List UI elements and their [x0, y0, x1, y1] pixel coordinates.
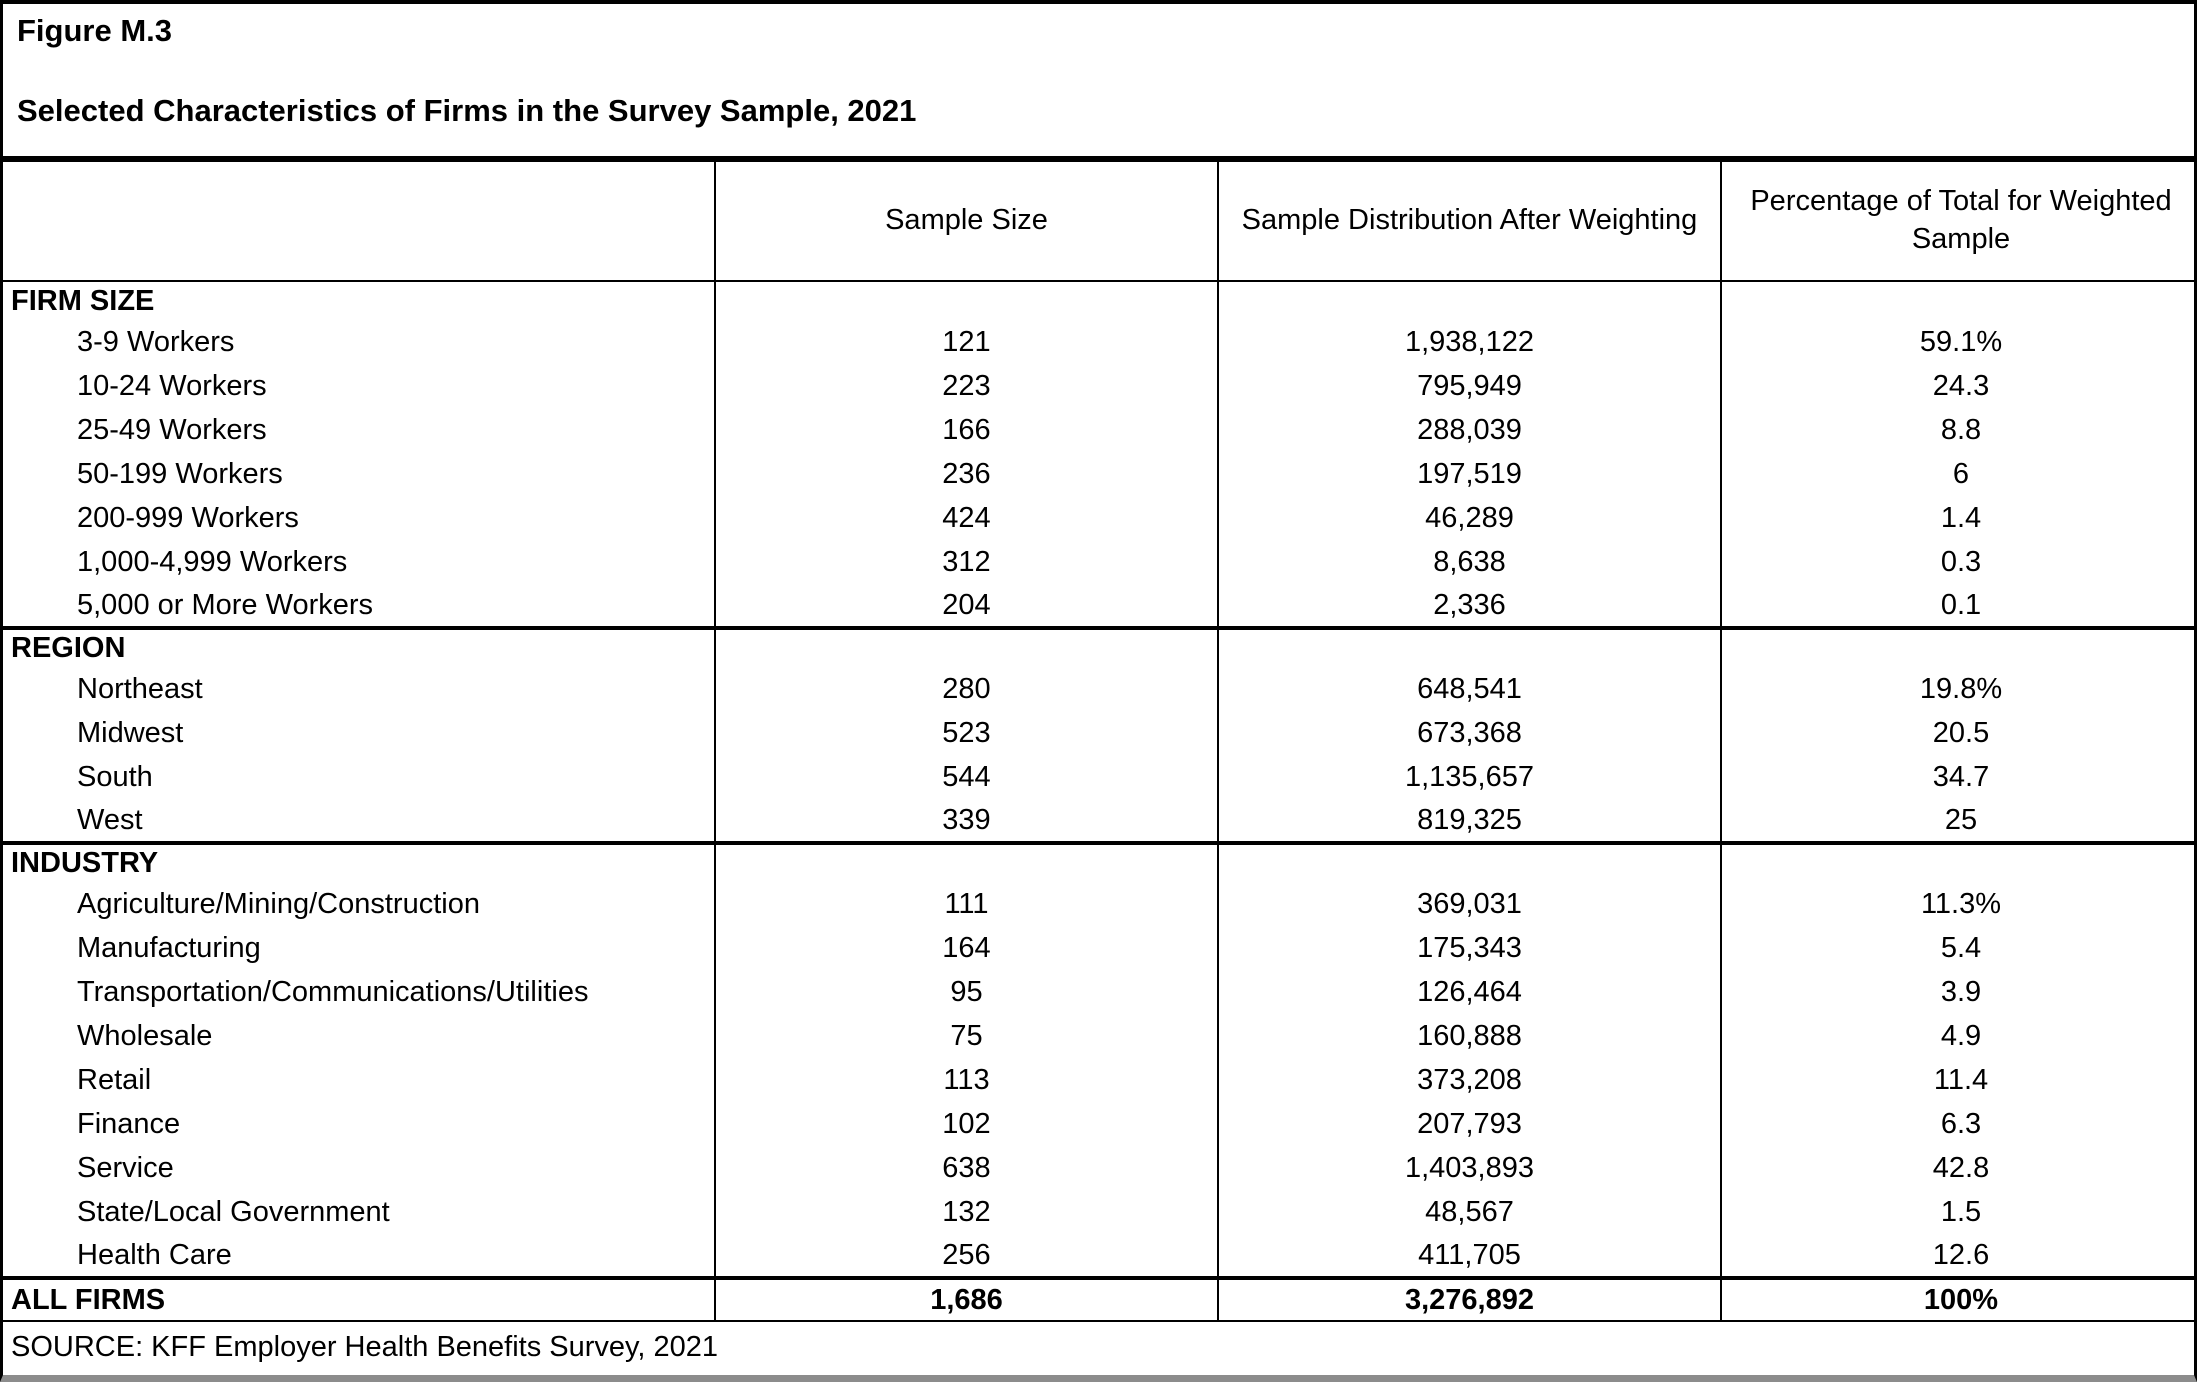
- weighted-percentage-value: 12.6: [1721, 1234, 2197, 1278]
- row-label: 3-9 Workers: [77, 325, 235, 358]
- col-header-sample-size: Sample Size: [715, 162, 1218, 281]
- weighted-distribution-value: 46,289: [1218, 496, 1721, 540]
- table-row: [3, 408, 2197, 452]
- table-row: [3, 1146, 2197, 1190]
- sample-size-value: 236: [715, 452, 1218, 496]
- table-row: [3, 1190, 2197, 1234]
- figure-label: Figure M.3: [17, 13, 173, 48]
- figure-title: Selected Characteristics of Firms in the Survey Sample, 2021: [17, 93, 917, 129]
- row-label: 10-24 Workers: [77, 369, 267, 402]
- total-sample-size: 1,686: [715, 1278, 1218, 1321]
- empty-cell: [715, 843, 1218, 882]
- all-firms-total-row: [3, 1278, 2197, 1321]
- sample-size-value: 132: [715, 1190, 1218, 1234]
- weighted-percentage-value: 20.5: [1721, 711, 2197, 755]
- weighted-percentage-value: 0.1: [1721, 584, 2197, 628]
- sample-size-value: 312: [715, 540, 1218, 584]
- table-row: [3, 496, 2197, 540]
- weighted-percentage-value: 8.8: [1721, 408, 2197, 452]
- col-header-weighted-percentage: Percentage of Total for Weighted Sample: [1721, 162, 2197, 281]
- weighted-percentage-value: 6.3: [1721, 1102, 2197, 1146]
- characteristics-table: [3, 162, 2197, 1322]
- table-header: [3, 162, 2197, 281]
- table-row: [3, 1058, 2197, 1102]
- sample-size-value: 121: [715, 320, 1218, 364]
- row-label: South: [77, 760, 153, 793]
- sample-size-value: 113: [715, 1058, 1218, 1102]
- weighted-distribution-value: 373,208: [1218, 1058, 1721, 1102]
- empty-cell: [1721, 843, 2197, 882]
- section-heading-row: [3, 281, 2197, 320]
- sample-size-value: 544: [715, 755, 1218, 799]
- table-row: [3, 1102, 2197, 1146]
- table-row: [3, 926, 2197, 970]
- table-row: [3, 755, 2197, 799]
- weighted-distribution-value: 819,325: [1218, 799, 1721, 843]
- weighted-percentage-value: 1.4: [1721, 496, 2197, 540]
- row-label: 200-999 Workers: [77, 501, 299, 534]
- weighted-percentage-value: 42.8: [1721, 1146, 2197, 1190]
- row-label: State/Local Government: [77, 1195, 390, 1228]
- weighted-distribution-value: 160,888: [1218, 1014, 1721, 1058]
- weighted-distribution-value: 175,343: [1218, 926, 1721, 970]
- empty-cell: [1218, 628, 1721, 667]
- row-label: Northeast: [77, 672, 203, 705]
- row-label: 1,000-4,999 Workers: [77, 545, 348, 578]
- table-row: [3, 882, 2197, 926]
- weighted-percentage-value: 5.4: [1721, 926, 2197, 970]
- row-label: West: [77, 803, 143, 836]
- row-label: Manufacturing: [77, 931, 261, 964]
- sample-size-value: 166: [715, 408, 1218, 452]
- sample-size-value: 339: [715, 799, 1218, 843]
- weighted-distribution-value: 207,793: [1218, 1102, 1721, 1146]
- weighted-distribution-value: 48,567: [1218, 1190, 1721, 1234]
- sample-size-value: 102: [715, 1102, 1218, 1146]
- weighted-percentage-value: 3.9: [1721, 970, 2197, 1014]
- table-row: [3, 1234, 2197, 1278]
- row-label: Service: [77, 1151, 174, 1184]
- table-row: [3, 799, 2197, 843]
- table-body: [3, 281, 2197, 1321]
- sample-size-value: 164: [715, 926, 1218, 970]
- weighted-percentage-value: 19.8%: [1721, 667, 2197, 711]
- weighted-distribution-value: 673,368: [1218, 711, 1721, 755]
- sample-size-value: 280: [715, 667, 1218, 711]
- row-label: Agriculture/Mining/Construction: [77, 887, 480, 920]
- empty-cell: [715, 281, 1218, 320]
- table-row: [3, 970, 2197, 1014]
- row-label: 50-199 Workers: [77, 457, 283, 490]
- sample-size-value: 204: [715, 584, 1218, 628]
- header-row: [3, 162, 2197, 281]
- sample-size-value: 424: [715, 496, 1218, 540]
- table-row: [3, 1014, 2197, 1058]
- weighted-distribution-value: 1,938,122: [1218, 320, 1721, 364]
- sample-size-value: 111: [715, 882, 1218, 926]
- weighted-distribution-value: 1,135,657: [1218, 755, 1721, 799]
- table-row: [3, 584, 2197, 628]
- section-heading-row: [3, 628, 2197, 667]
- sample-size-value: 223: [715, 364, 1218, 408]
- section-heading: REGION: [3, 628, 715, 667]
- empty-cell: [1218, 281, 1721, 320]
- section-heading: FIRM SIZE: [11, 284, 155, 317]
- weighted-percentage-value: 4.9: [1721, 1014, 2197, 1058]
- sample-size-value: 95: [715, 970, 1218, 1014]
- weighted-distribution-value: 126,464: [1218, 970, 1721, 1014]
- empty-cell: [715, 628, 1218, 667]
- empty-cell: [1721, 281, 2197, 320]
- total-weighted-percentage: 100%: [1721, 1278, 2197, 1321]
- col-header-weighted-distribution: Sample Distribution After Weighting: [1218, 162, 1721, 281]
- section-heading-row: [3, 843, 2197, 882]
- weighted-percentage-value: 1.5: [1721, 1190, 2197, 1234]
- weighted-distribution-value: 795,949: [1218, 364, 1721, 408]
- figure-header: [3, 4, 2194, 162]
- table-row: [3, 320, 2197, 364]
- weighted-percentage-value: 59.1%: [1721, 320, 2197, 364]
- col-header-blank: [3, 162, 715, 281]
- empty-cell: [1218, 843, 1721, 882]
- weighted-percentage-value: 24.3: [1721, 364, 2197, 408]
- row-label: 5,000 or More Workers: [77, 588, 374, 621]
- sample-size-value: 638: [715, 1146, 1218, 1190]
- total-weighted-distribution: 3,276,892: [1218, 1278, 1721, 1321]
- section-heading: INDUSTRY: [3, 843, 715, 882]
- row-label: Wholesale: [77, 1019, 213, 1052]
- figure-footer: [3, 1322, 2194, 1375]
- row-label: 25-49 Workers: [77, 413, 267, 446]
- weighted-distribution-value: 288,039: [1218, 408, 1721, 452]
- weighted-percentage-value: 11.4: [1721, 1058, 2197, 1102]
- sample-size-value: 256: [715, 1234, 1218, 1278]
- table-row: [3, 711, 2197, 755]
- row-label: Finance: [77, 1107, 181, 1140]
- weighted-distribution-value: 369,031: [1218, 882, 1721, 926]
- weighted-percentage-value: 0.3: [1721, 540, 2197, 584]
- weighted-percentage-value: 34.7: [1721, 755, 2197, 799]
- table-row: [3, 667, 2197, 711]
- weighted-percentage-value: 11.3%: [1721, 882, 2197, 926]
- table-row: [3, 364, 2197, 408]
- weighted-distribution-value: 1,403,893: [1218, 1146, 1721, 1190]
- row-label: Retail: [77, 1063, 152, 1096]
- row-label: Health Care: [77, 1238, 232, 1271]
- table-row: [3, 452, 2197, 496]
- weighted-distribution-value: 648,541: [1218, 667, 1721, 711]
- weighted-percentage-value: 25: [1721, 799, 2197, 843]
- total-label: ALL FIRMS: [3, 1278, 715, 1321]
- weighted-distribution-value: 8,638: [1218, 540, 1721, 584]
- sample-size-value: 523: [715, 711, 1218, 755]
- weighted-percentage-value: 6: [1721, 452, 2197, 496]
- weighted-distribution-value: 2,336: [1218, 584, 1721, 628]
- row-label: Transportation/Communications/Utilities: [77, 975, 589, 1008]
- table-row: [3, 540, 2197, 584]
- row-label: Midwest: [77, 716, 184, 749]
- sample-size-value: 75: [715, 1014, 1218, 1058]
- weighted-distribution-value: 411,705: [1218, 1234, 1721, 1278]
- weighted-distribution-value: 197,519: [1218, 452, 1721, 496]
- source-note: SOURCE: KFF Employer Health Benefits Survey, 2021: [11, 1331, 719, 1363]
- empty-cell: [1721, 628, 2197, 667]
